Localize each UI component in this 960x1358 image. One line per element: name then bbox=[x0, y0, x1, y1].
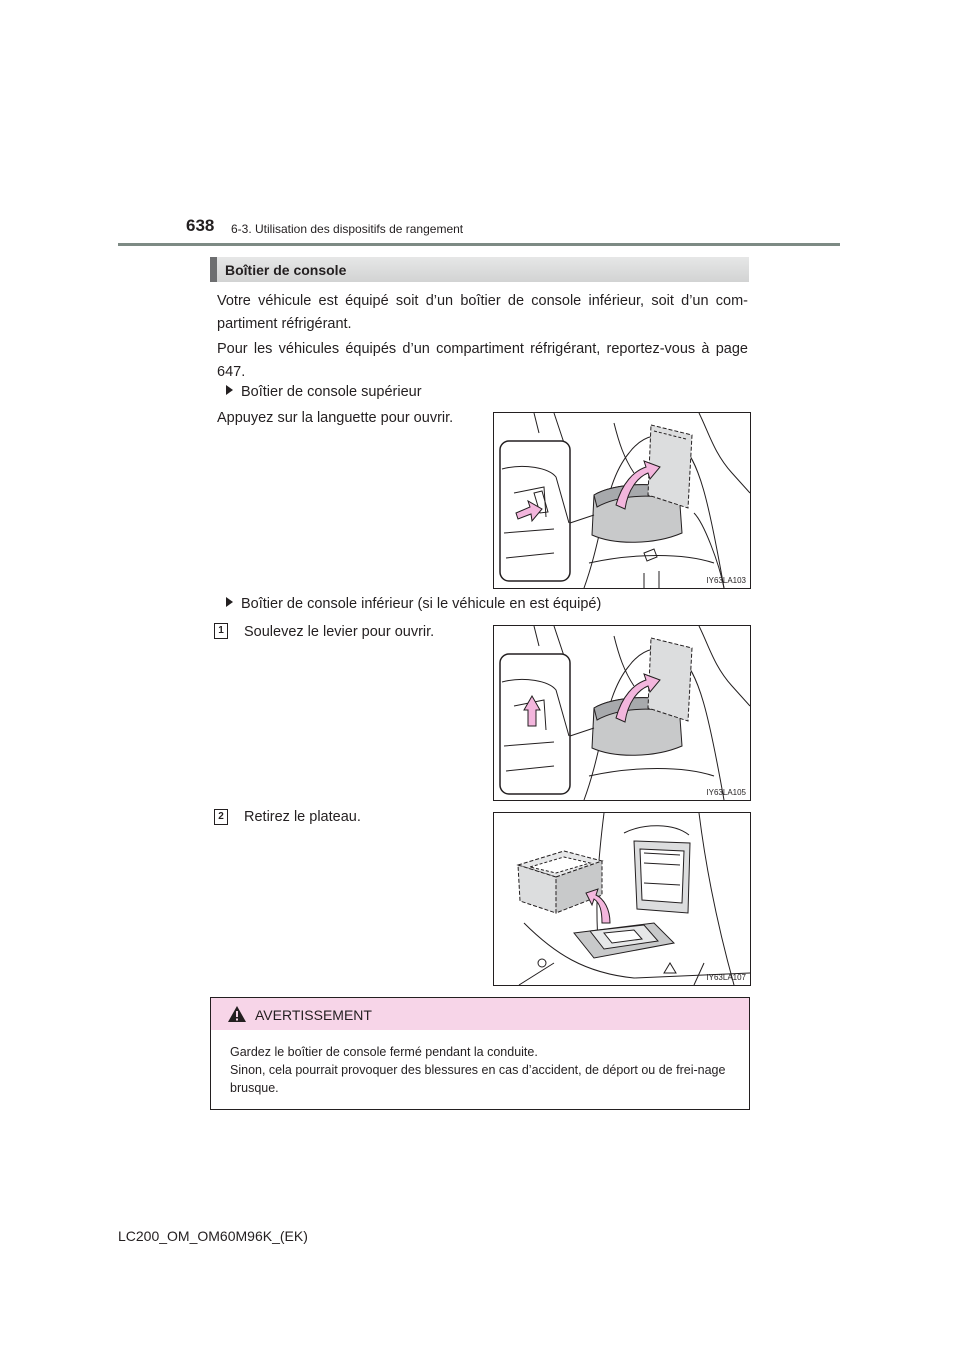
warning-box bbox=[210, 997, 750, 1110]
figure-upper-console bbox=[493, 412, 751, 589]
figure-lower-console-lever bbox=[493, 625, 751, 801]
step-number-badge: 1 bbox=[214, 623, 228, 639]
warning-header bbox=[211, 998, 749, 1030]
header-rule bbox=[118, 243, 840, 246]
step-number-badge: 2 bbox=[214, 809, 228, 825]
section-title: Boîtier de console bbox=[225, 262, 347, 278]
warning-triangle-icon bbox=[227, 1005, 247, 1023]
section-accent bbox=[210, 257, 217, 282]
remove-tray-illustration bbox=[494, 813, 750, 985]
page-number: 638 bbox=[186, 216, 215, 235]
upper-console-heading-text: Boîtier de console supérieur bbox=[241, 384, 422, 400]
intro-paragraph: Votre véhicule est équipé soit d’un boîtier de console inférieur, soit d’un com-partiment réfrigérant. bbox=[217, 293, 748, 332]
figure-code: IY63LA107 bbox=[706, 973, 746, 982]
lower-console-heading-text: Boîtier de console inférieur (si le véhicule en est équipé) bbox=[241, 596, 602, 612]
upper-console-instruction: Appuyez sur la languette pour ouvrir. bbox=[217, 410, 454, 426]
step-1-text: Soulevez le levier pour ouvrir. bbox=[244, 624, 435, 640]
bullet-triangle-icon bbox=[226, 597, 233, 607]
document-code-footer: LC200_OM_OM60M96K_(EK) bbox=[118, 1228, 308, 1244]
section-heading-bar bbox=[210, 257, 749, 282]
upper-console-heading bbox=[226, 384, 422, 400]
chapter-title: 6-3. Utilisation des dispositifs de rangement bbox=[231, 222, 464, 236]
step-2-text: Retirez le plateau. bbox=[244, 809, 361, 825]
warning-line-1: Gardez le boîtier de console fermé pendant la conduite. bbox=[230, 1045, 538, 1059]
upper-console-illustration bbox=[494, 413, 750, 588]
lower-console-heading bbox=[226, 596, 601, 612]
figure-code: IY63LA105 bbox=[706, 788, 746, 797]
warning-line-2: Sinon, cela pourrait provoquer des blessures en cas d’accident, de déport ou de frei-nage brusque. bbox=[230, 1063, 726, 1095]
warning-body bbox=[230, 1043, 742, 1097]
cross-reference-paragraph: Pour les véhicules équipés d’un compartiment réfrigérant, reportez-vous à page 647. bbox=[217, 341, 748, 380]
figure-remove-tray bbox=[493, 812, 751, 986]
bullet-triangle-icon bbox=[226, 385, 233, 395]
warning-title: AVERTISSEMENT bbox=[255, 1007, 372, 1023]
lower-console-lever-illustration bbox=[494, 626, 750, 800]
figure-code: IY63LA103 bbox=[706, 576, 746, 585]
